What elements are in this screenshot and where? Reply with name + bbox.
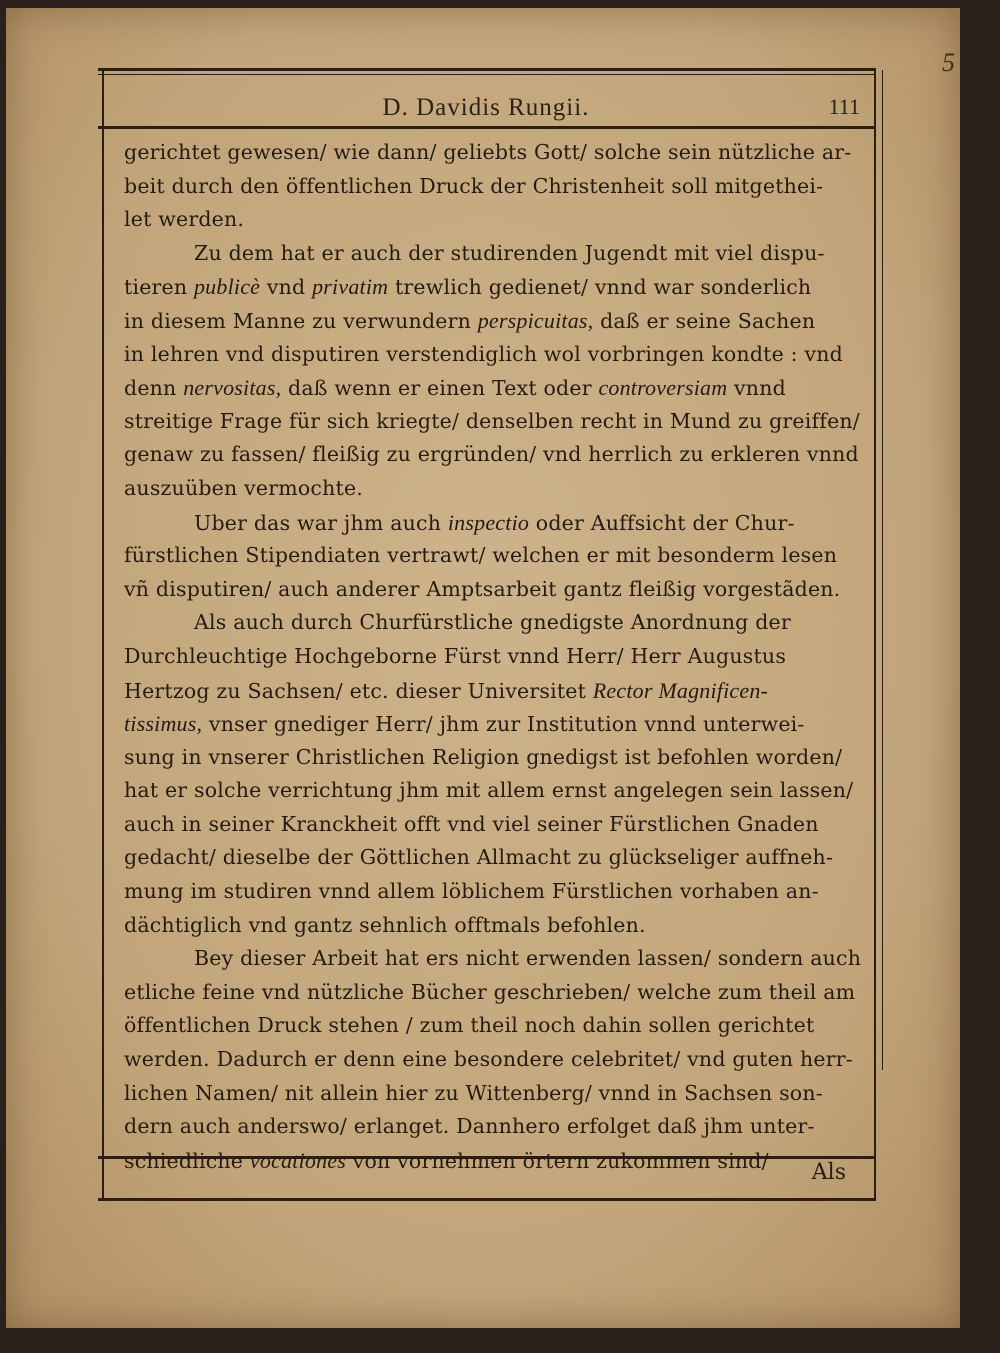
text-segment: daß wenn er einen Text oder [281, 376, 599, 401]
text-segment: trewlich gedienet/ vnnd war sonderlich [388, 275, 812, 300]
text-line [124, 472, 864, 506]
text-segment: let werden. [124, 207, 245, 232]
text-segment: hat er solche verrichtung jhm mit allem ernst angelegen sein lassen/ [124, 778, 854, 803]
text-segment: lichen Namen/ nit allein hier zu Wittenberg/ vnnd in Sachsen son- [124, 1080, 823, 1105]
text-segment: denn [124, 376, 184, 401]
text-segment: von vornehmen örtern zukommen sind/ [345, 1148, 769, 1173]
text-line [124, 1077, 864, 1111]
text-segment: Bey dieser Arbeit hat ers nicht erwenden lassen/ sondern auch [194, 946, 862, 971]
text-line [124, 136, 864, 170]
latin-term: vocationes [249, 1147, 346, 1173]
text-line [124, 606, 864, 640]
text-segment: Hertzog zu Sachsen/ etc. dieser Universitet [124, 678, 593, 703]
text-segment: etliche feine vnd nützliche Bücher geschrieben/ welche zum theil am [124, 979, 856, 1004]
text-segment: werden. Dadurch er denn eine besondere celebritet/ vnd guten herr- [124, 1047, 853, 1072]
latin-term: nervositas, [183, 375, 282, 401]
text-line [124, 1110, 864, 1144]
body-text [124, 136, 864, 1177]
text-line [124, 405, 864, 439]
latin-term: inspectio [447, 509, 530, 535]
text-segment: auch in seiner Kranckheit offt vnd viel seiner Fürstlichen Gnaden [124, 811, 819, 836]
text-segment: in diesem Manne zu verwundern [124, 308, 478, 333]
text-line [124, 707, 864, 741]
text-line [124, 808, 864, 842]
text-segment: fürstlichen Stipendiaten vertrawt/ welchen er mit besonderm lesen [124, 543, 838, 568]
text-line [124, 674, 864, 708]
text-line [124, 237, 864, 271]
text-line [124, 371, 864, 405]
text-line [124, 942, 864, 976]
text-line [124, 841, 864, 875]
text-segment: beit durch den öffentlichen Druck der Christenheit soll mitgethei- [124, 173, 824, 198]
text-line [124, 573, 864, 607]
frame-right-rule-thin [882, 70, 883, 1070]
catchword: Als [811, 1160, 846, 1185]
text-line [124, 170, 864, 204]
text-segment: Durchleuchtige Hochgeborne Fürst vnnd Herr/ Herr Augustus [124, 643, 787, 668]
text-line [124, 976, 864, 1010]
text-segment: streitige Frage für sich kriegte/ denselben recht in Mund zu greiffen/ [124, 408, 860, 433]
text-segment: oder Auffsicht der Chur- [529, 510, 795, 535]
text-line [124, 438, 864, 472]
text-line [124, 304, 864, 338]
text-segment: auszuüben vermochte. [124, 475, 363, 500]
text-segment: vñ disputiren/ auch anderer Amptsarbeit gantz fleißig vorgestãden. [124, 576, 841, 601]
frame-bottom-rule-outer [98, 1198, 876, 1201]
book-page [6, 8, 960, 1328]
text-line [124, 506, 864, 540]
latin-term: privatim [312, 274, 389, 300]
latin-term: publicè [193, 274, 261, 300]
text-segment: genaw zu fassen/ fleißig zu ergründen/ vnd herrlich zu erkleren vnnd [124, 442, 859, 467]
text-segment: gedacht/ dieselbe der Göttlichen Allmacht zu glückseliger auffneh- [124, 845, 834, 870]
header-rule [98, 126, 876, 129]
frame-right-rule [874, 70, 876, 1200]
text-segment: öffentlichen Druck stehen / zum theil noch dahin sollen gerichtet [124, 1013, 815, 1038]
text-segment: dern auch anderswo/ erlanget. Dannhero erfolget daß jhm unter- [124, 1114, 815, 1139]
text-segment: vnd [260, 275, 313, 300]
latin-term: tissimus, [124, 711, 203, 737]
latin-term: controversiam [598, 375, 728, 401]
text-segment: Als auch durch Churfürstliche gnedigste Anordnung der [194, 610, 791, 635]
text-segment: vnnd [727, 376, 786, 401]
text-line [124, 270, 864, 304]
latin-term: perspicuitas, [477, 307, 594, 333]
folio-mark: 5 [942, 48, 955, 77]
text-segment: mung im studiren vnnd allem löblichem Fürstlichen vorhaben an- [124, 879, 819, 904]
text-line [124, 539, 864, 573]
text-segment: dächtiglich vnd gantz sehnlich offtmals befohlen. [124, 912, 646, 937]
text-segment: vnser gnediger Herr/ jhm zur Institution vnnd unterwei- [202, 712, 805, 737]
running-title: D. Davidis Rungii. [382, 94, 590, 121]
text-line [124, 1043, 864, 1077]
frame-top-rule [98, 68, 876, 71]
text-segment: Zu dem hat er auch der studirenden Jugendt mit viel dispu- [194, 240, 825, 265]
frame-left-rule [102, 70, 104, 1200]
frame-top-rule-thin [98, 74, 876, 75]
text-line [124, 203, 864, 237]
text-segment: daß er seine Sachen [593, 308, 816, 333]
text-line [124, 1144, 864, 1178]
page-number: 111 [828, 94, 860, 119]
text-segment: schiedliche [124, 1148, 250, 1173]
latin-term: Rector Magnificen- [592, 677, 769, 703]
text-segment: in lehren vnd disputiren verstendiglich wol vorbringen kondte : vnd [124, 341, 843, 366]
text-segment: tieren [124, 275, 194, 300]
text-line [124, 741, 864, 775]
text-segment: Uber das war jhm auch [194, 510, 448, 535]
text-line [124, 909, 864, 943]
text-line [124, 338, 864, 372]
text-segment: gerichtet gewesen/ wie dann/ geliebts Gott/ solche sein nützliche ar- [124, 140, 852, 164]
text-line [124, 1009, 864, 1043]
text-segment: sung in vnserer Christlichen Religion gnedigst ist befohlen worden/ [124, 744, 843, 769]
text-line [124, 640, 864, 674]
running-head [106, 88, 866, 124]
text-line [124, 774, 864, 808]
text-line [124, 875, 864, 909]
